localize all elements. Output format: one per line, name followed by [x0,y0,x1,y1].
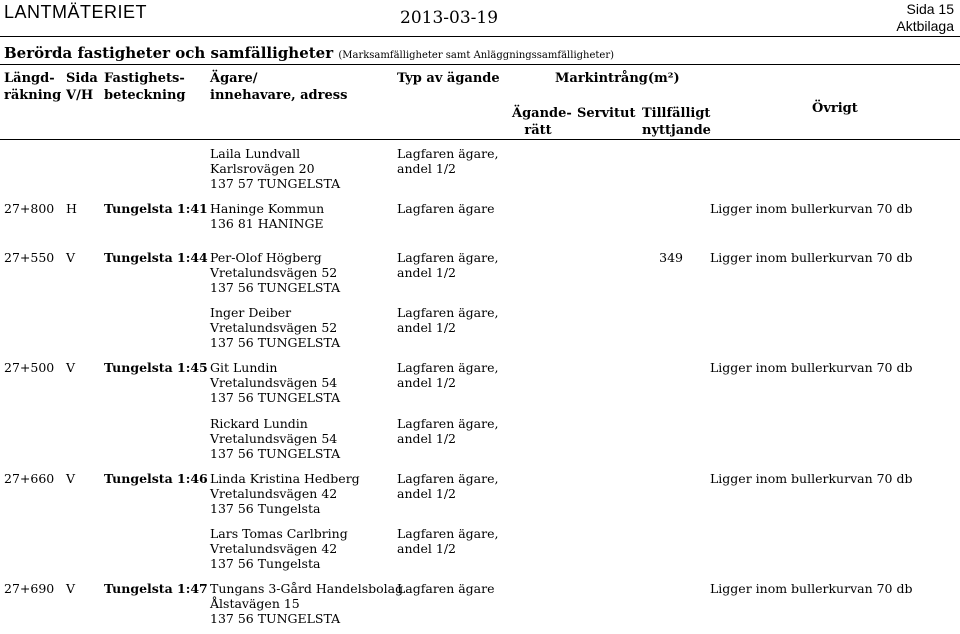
col-length: Längd- räkning [4,71,62,103]
section-title: Berörda fastigheter och samfälligheter (Marksamfälligheter samt Anläggningssamfälligheter) [4,44,615,62]
row-property: Tungelsta 1:46 [104,471,208,486]
row-owner: Lars Tomas Carlbring Vretalundsvägen 42 137 56 Tungelsta [210,526,348,571]
row-length: 27+500 [4,360,55,375]
row-side: V [66,471,76,486]
header-divider [0,36,960,37]
row-note: Ligger inom bullerkurvan 70 db [710,471,913,486]
row-ownership-type: Lagfaren ägare, andel 1/2 [397,416,499,446]
row-owner: Git Lundin Vretalundsvägen 54 137 56 TUNGELSTA [210,360,341,405]
row-note: Ligger inom bullerkurvan 70 db [710,250,913,265]
row-property: Tungelsta 1:47 [104,581,208,596]
row-side: V [66,360,76,375]
row-owner: Per-Olof Högberg Vretalundsvägen 52 137 56 TUNGELSTA [210,250,341,295]
header-row-divider [0,139,960,140]
row-area: 349 [659,250,683,265]
title-divider [0,64,960,65]
row-ownership-type: Lagfaren ägare, andel 1/2 [397,250,499,280]
row-length: 27+550 [4,250,55,265]
col-ownership-type: Typ av ägande [397,71,500,86]
row-property: Tungelsta 1:41 [104,201,208,216]
row-length: 27+660 [4,471,55,486]
row-note: Ligger inom bullerkurvan 70 db [710,201,913,216]
row-owner: Inger Deiber Vretalundsvägen 52 137 56 TUNGELSTA [210,305,341,350]
page-header [0,0,960,36]
row-ownership-type: Lagfaren ägare, andel 1/2 [397,526,499,556]
row-ownership-type: Lagfaren ägare, andel 1/2 [397,146,499,176]
row-side: V [66,250,76,265]
row-owner: Linda Kristina Hedberg Vretalundsvägen 42 137 56 Tungelsta [210,471,360,516]
row-property: Tungelsta 1:45 [104,360,208,375]
section-subtitle: (Marksamfälligheter samt Anläggningssamfälligheter) [338,50,615,61]
col-side: Sida V/H [66,71,98,103]
page-number: Sida 15 [906,1,954,17]
row-ownership-type: Lagfaren ägare [397,581,495,596]
col-other: Övrigt [812,101,858,116]
agency-logo: LANTMÄTERIET [4,2,148,22]
row-side: V [66,581,76,596]
row-side: H [66,201,77,216]
row-ownership-type: Lagfaren ägare, andel 1/2 [397,305,499,335]
row-owner: Haninge Kommun 136 81 HANINGE [210,201,325,231]
col-property: Fastighets- beteckning [104,71,186,103]
row-owner: Tungans 3-Gård Handelsbolag Ålstavägen 15 137 56 TUNGELSTA [210,581,404,626]
row-length: 27+690 [4,581,55,596]
row-owner: Rickard Lundin Vretalundsvägen 54 137 56 TUNGELSTA [210,416,341,461]
row-note: Ligger inom bullerkurvan 70 db [710,581,913,596]
row-ownership-type: Lagfaren ägare [397,201,495,216]
col-own-right: Ägande- rätt [512,106,572,138]
row-ownership-type: Lagfaren ägare, andel 1/2 [397,471,499,501]
col-temporary-use: Tillfälligt nyttjande [642,106,711,138]
col-servitude: Servitut [577,106,636,121]
row-property: Tungelsta 1:44 [104,250,208,265]
row-ownership-type: Lagfaren ägare, andel 1/2 [397,360,499,390]
row-length: 27+800 [4,201,55,216]
row-note: Ligger inom bullerkurvan 70 db [710,360,913,375]
col-owner: Ägare/ innehavare, adress [210,71,348,103]
row-owner: Laila Lundvall Karlsrovägen 20 137 57 TUNGELSTA [210,146,341,191]
document-date: 2013-03-19 [400,8,499,28]
page-info [896,1,954,35]
col-encroachment: Markintrång(m²) [555,71,680,86]
attachment-label: Aktbilaga [896,18,954,34]
